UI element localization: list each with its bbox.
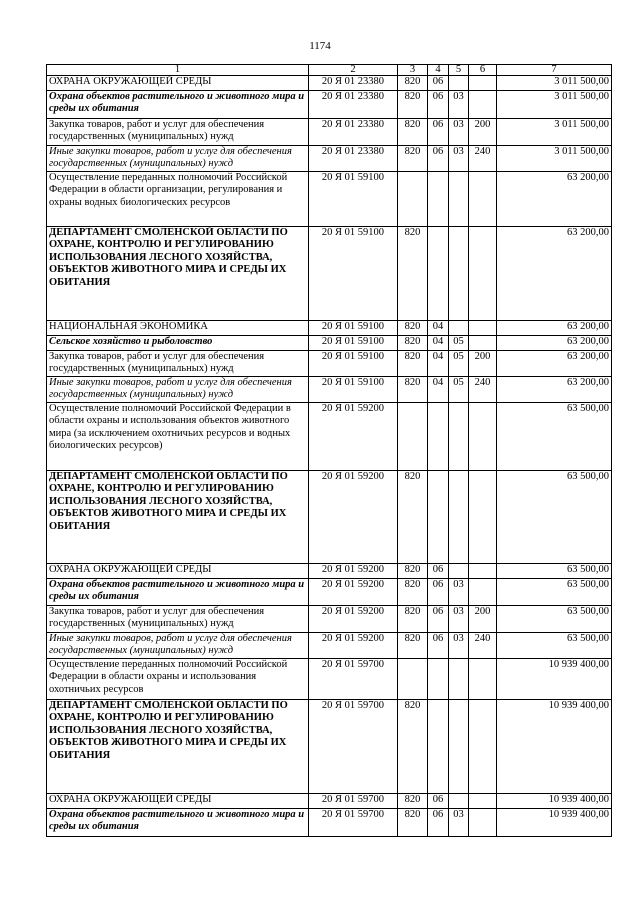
- row-amount: 63 500,00: [497, 579, 612, 606]
- row-ministry-code: 820: [398, 809, 428, 837]
- row-subsection-code: 03: [449, 119, 469, 146]
- table-row: [47, 76, 612, 91]
- row-name: ОХРАНА ОКРУЖАЮЩЕЙ СРЕДЫ: [47, 76, 309, 91]
- row-name: Закупка товаров, работ и услуг для обеспечения государственных (муниципальных) нужд: [47, 351, 309, 377]
- header-col-7: 7: [497, 65, 612, 76]
- row-name: Осуществление переданных полномочий Российской Федерации в области охраны и использования охотничьих ресурсов: [47, 659, 309, 700]
- row-target-code: 20 Я 01 59200: [309, 403, 398, 471]
- row-amount: 3 011 500,00: [497, 146, 612, 172]
- row-expense-type: [469, 321, 497, 336]
- row-expense-type: 200: [469, 119, 497, 146]
- row-section-code: 06: [428, 579, 449, 606]
- row-target-code: 20 Я 01 59200: [309, 606, 398, 633]
- table-row: [47, 564, 612, 579]
- table-row: [47, 794, 612, 809]
- row-ministry-code: 820: [398, 227, 428, 321]
- row-expense-type: [469, 700, 497, 794]
- row-section-code: 06: [428, 633, 449, 659]
- row-ministry-code: 820: [398, 76, 428, 91]
- row-section-code: [428, 227, 449, 321]
- row-expense-type: 240: [469, 146, 497, 172]
- row-name: Сельское хозяйство и рыболовство: [47, 336, 309, 351]
- table-row: [47, 91, 612, 119]
- row-amount: 3 011 500,00: [497, 76, 612, 91]
- row-section-code: [428, 471, 449, 564]
- row-ministry-code: [398, 659, 428, 700]
- row-name: Иные закупки товаров, работ и услуг для обеспечения государственных (муниципальных) нужд: [47, 377, 309, 403]
- row-ministry-code: 820: [398, 579, 428, 606]
- header-col-2: 2: [309, 65, 398, 76]
- row-expense-type: [469, 471, 497, 564]
- row-subsection-code: 05: [449, 377, 469, 403]
- row-ministry-code: 820: [398, 471, 428, 564]
- header-col-3: 3: [398, 65, 428, 76]
- row-amount: 63 200,00: [497, 227, 612, 321]
- row-expense-type: 240: [469, 633, 497, 659]
- row-ministry-code: 820: [398, 564, 428, 579]
- row-name: Иные закупки товаров, работ и услуг для обеспечения государственных (муниципальных) нужд: [47, 633, 309, 659]
- row-section-code: 06: [428, 146, 449, 172]
- row-subsection-code: 03: [449, 809, 469, 837]
- row-name: Охрана объектов растительного и животного мира и среды их обитания: [47, 91, 309, 119]
- row-amount: 63 500,00: [497, 633, 612, 659]
- row-subsection-code: 03: [449, 146, 469, 172]
- row-ministry-code: 820: [398, 321, 428, 336]
- row-expense-type: [469, 809, 497, 837]
- row-ministry-code: 820: [398, 91, 428, 119]
- row-name: Иные закупки товаров, работ и услуг для обеспечения государственных (муниципальных) нужд: [47, 146, 309, 172]
- row-target-code: 20 Я 01 59200: [309, 633, 398, 659]
- row-name: ОХРАНА ОКРУЖАЮЩЕЙ СРЕДЫ: [47, 794, 309, 809]
- row-expense-type: [469, 336, 497, 351]
- table-row: [47, 700, 612, 794]
- row-section-code: 06: [428, 91, 449, 119]
- row-section-code: [428, 403, 449, 471]
- row-section-code: 04: [428, 351, 449, 377]
- table-row: [47, 579, 612, 606]
- row-section-code: 06: [428, 76, 449, 91]
- row-amount: 63 500,00: [497, 564, 612, 579]
- row-amount: 63 200,00: [497, 336, 612, 351]
- table-row: [47, 377, 612, 403]
- row-subsection-code: [449, 172, 469, 227]
- row-amount: 10 939 400,00: [497, 809, 612, 837]
- row-subsection-code: [449, 564, 469, 579]
- row-name: ДЕПАРТАМЕНТ СМОЛЕНСКОЙ ОБЛАСТИ ПО ОХРАНЕ, КОНТРОЛЮ И РЕГУЛИРОВАНИЮ ИСПОЛЬЗОВАНИЯ ЛЕСНОГО ХОЗЯЙСТВА, ОБЪЕКТОВ ЖИВОТНОГО МИРА И СРЕДЫ ИХ ОБИТАНИЯ: [47, 227, 309, 321]
- row-ministry-code: [398, 172, 428, 227]
- row-expense-type: [469, 564, 497, 579]
- row-expense-type: [469, 91, 497, 119]
- row-amount: 63 500,00: [497, 471, 612, 564]
- row-name: ОХРАНА ОКРУЖАЮЩЕЙ СРЕДЫ: [47, 564, 309, 579]
- row-subsection-code: 03: [449, 91, 469, 119]
- row-subsection-code: 03: [449, 579, 469, 606]
- row-amount: 3 011 500,00: [497, 91, 612, 119]
- row-subsection-code: [449, 794, 469, 809]
- row-section-code: 04: [428, 321, 449, 336]
- row-target-code: 20 Я 01 23380: [309, 76, 398, 91]
- row-amount: 3 011 500,00: [497, 119, 612, 146]
- row-amount: 63 500,00: [497, 403, 612, 471]
- row-target-code: 20 Я 01 59200: [309, 579, 398, 606]
- row-name: Осуществление полномочий Российской Федерации в области охраны и использования объектов животного мира (за исключением охотничьих ресурсов и водных биологических ресурсов): [47, 403, 309, 471]
- row-expense-type: [469, 659, 497, 700]
- row-section-code: [428, 659, 449, 700]
- row-expense-type: [469, 76, 497, 91]
- row-amount: 10 939 400,00: [497, 794, 612, 809]
- row-ministry-code: 820: [398, 700, 428, 794]
- table-row: [47, 403, 612, 471]
- row-ministry-code: 820: [398, 377, 428, 403]
- row-target-code: 20 Я 01 59100: [309, 377, 398, 403]
- row-expense-type: [469, 227, 497, 321]
- row-subsection-code: 03: [449, 606, 469, 633]
- header-col-6: 6: [469, 65, 497, 76]
- row-section-code: 06: [428, 119, 449, 146]
- table-row: [47, 471, 612, 564]
- row-target-code: 20 Я 01 59100: [309, 172, 398, 227]
- row-subsection-code: [449, 403, 469, 471]
- row-subsection-code: 05: [449, 336, 469, 351]
- row-subsection-code: [449, 76, 469, 91]
- row-subsection-code: [449, 471, 469, 564]
- row-expense-type: [469, 403, 497, 471]
- row-subsection-code: [449, 700, 469, 794]
- row-ministry-code: 820: [398, 606, 428, 633]
- row-target-code: 20 Я 01 59700: [309, 659, 398, 700]
- row-subsection-code: [449, 227, 469, 321]
- row-name: ДЕПАРТАМЕНТ СМОЛЕНСКОЙ ОБЛАСТИ ПО ОХРАНЕ, КОНТРОЛЮ И РЕГУЛИРОВАНИЮ ИСПОЛЬЗОВАНИЯ ЛЕСНОГО ХОЗЯЙСТВА, ОБЪЕКТОВ ЖИВОТНОГО МИРА И СРЕДЫ ИХ ОБИТАНИЯ: [47, 471, 309, 564]
- table-row: [47, 227, 612, 321]
- row-target-code: 20 Я 01 59700: [309, 700, 398, 794]
- row-amount: 10 939 400,00: [497, 659, 612, 700]
- row-expense-type: [469, 172, 497, 227]
- row-target-code: 20 Я 01 23380: [309, 91, 398, 119]
- header-col-5: 5: [449, 65, 469, 76]
- row-expense-type: [469, 579, 497, 606]
- budget-table: [46, 64, 612, 837]
- row-target-code: 20 Я 01 59200: [309, 471, 398, 564]
- row-target-code: 20 Я 01 59100: [309, 321, 398, 336]
- row-subsection-code: 05: [449, 351, 469, 377]
- row-section-code: [428, 172, 449, 227]
- table-row: [47, 351, 612, 377]
- header-col-4: 4: [428, 65, 449, 76]
- row-expense-type: 200: [469, 606, 497, 633]
- row-target-code: 20 Я 01 59100: [309, 336, 398, 351]
- row-name: Закупка товаров, работ и услуг для обеспечения государственных (муниципальных) нужд: [47, 119, 309, 146]
- row-section-code: 06: [428, 606, 449, 633]
- row-name: Охрана объектов растительного и животного мира и среды их обитания: [47, 579, 309, 606]
- row-subsection-code: [449, 659, 469, 700]
- row-name: НАЦИОНАЛЬНАЯ ЭКОНОМИКА: [47, 321, 309, 336]
- table-header-row: [47, 65, 612, 76]
- row-section-code: 06: [428, 564, 449, 579]
- table-row: [47, 809, 612, 837]
- row-ministry-code: 820: [398, 119, 428, 146]
- row-target-code: 20 Я 01 23380: [309, 146, 398, 172]
- row-expense-type: [469, 794, 497, 809]
- row-section-code: 06: [428, 794, 449, 809]
- row-amount: 63 500,00: [497, 606, 612, 633]
- row-ministry-code: 820: [398, 351, 428, 377]
- table-row: [47, 321, 612, 336]
- row-target-code: 20 Я 01 59700: [309, 794, 398, 809]
- row-amount: 63 200,00: [497, 321, 612, 336]
- row-amount: 10 939 400,00: [497, 700, 612, 794]
- table-row: [47, 336, 612, 351]
- row-section-code: 06: [428, 809, 449, 837]
- table-row: [47, 172, 612, 227]
- table-row: [47, 146, 612, 172]
- row-ministry-code: 820: [398, 794, 428, 809]
- row-section-code: 04: [428, 377, 449, 403]
- row-name: Охрана объектов растительного и животного мира и среды их обитания: [47, 809, 309, 837]
- row-name: Закупка товаров, работ и услуг для обеспечения государственных (муниципальных) нужд: [47, 606, 309, 633]
- table-row: [47, 606, 612, 633]
- row-subsection-code: 03: [449, 633, 469, 659]
- row-target-code: 20 Я 01 23380: [309, 119, 398, 146]
- row-name: ДЕПАРТАМЕНТ СМОЛЕНСКОЙ ОБЛАСТИ ПО ОХРАНЕ, КОНТРОЛЮ И РЕГУЛИРОВАНИЮ ИСПОЛЬЗОВАНИЯ ЛЕСНОГО ХОЗЯЙСТВА, ОБЪЕКТОВ ЖИВОТНОГО МИРА И СРЕДЫ ИХ ОБИТАНИЯ: [47, 700, 309, 794]
- row-amount: 63 200,00: [497, 351, 612, 377]
- row-amount: 63 200,00: [497, 377, 612, 403]
- row-name: Осуществление переданных полномочий Российской Федерации в области организации, регулирования и охраны водных биологических ресурсов: [47, 172, 309, 227]
- header-col-1: 1: [47, 65, 309, 76]
- row-subsection-code: [449, 321, 469, 336]
- table-row: [47, 633, 612, 659]
- row-target-code: 20 Я 01 59100: [309, 351, 398, 377]
- row-ministry-code: 820: [398, 146, 428, 172]
- row-section-code: 04: [428, 336, 449, 351]
- row-ministry-code: 820: [398, 336, 428, 351]
- row-expense-type: 240: [469, 377, 497, 403]
- row-target-code: 20 Я 01 59700: [309, 809, 398, 837]
- row-expense-type: 200: [469, 351, 497, 377]
- page-number: 1174: [309, 40, 331, 52]
- row-ministry-code: [398, 403, 428, 471]
- table-row: [47, 119, 612, 146]
- row-target-code: 20 Я 01 59200: [309, 564, 398, 579]
- row-target-code: 20 Я 01 59100: [309, 227, 398, 321]
- row-section-code: [428, 700, 449, 794]
- row-ministry-code: 820: [398, 633, 428, 659]
- row-amount: 63 200,00: [497, 172, 612, 227]
- table-row: [47, 659, 612, 700]
